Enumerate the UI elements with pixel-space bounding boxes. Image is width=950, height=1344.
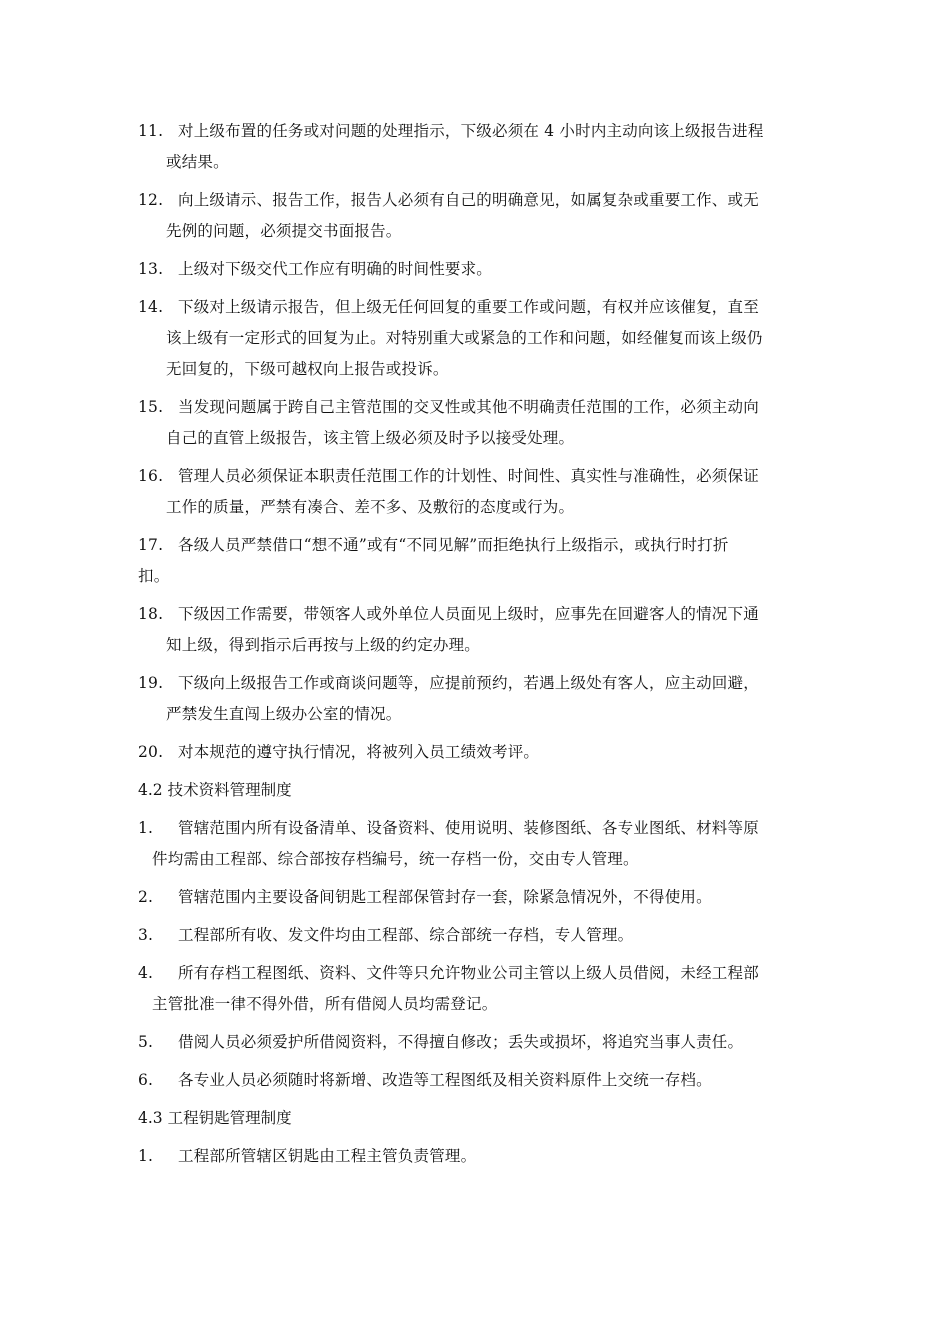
list-item-number: 2. — [138, 888, 154, 906]
text-line: 所有存档工程图纸、资料、文件等只允许物业公司主管以上级人员借阅，未经工程部 — [178, 964, 759, 982]
list-item — [138, 958, 828, 1020]
list-item-text — [138, 813, 828, 875]
text-line: 主管批准一律不得外借，所有借阅人员均需登记。 — [152, 995, 498, 1013]
text-line: 该上级有一定形式的回复为止。对特别重大或紧急的工作和问题，如经催复而该上级仍 — [166, 329, 763, 347]
list-item-number: 11. — [138, 122, 164, 140]
list-item-number: 5. — [138, 1033, 154, 1051]
list-item-number: 6. — [138, 1071, 154, 1089]
text-line: 或结果。 — [166, 153, 229, 171]
list-item-text — [138, 530, 828, 592]
list-item — [138, 599, 828, 661]
list-item-text — [138, 920, 828, 951]
section-heading: 4.2 技术资料管理制度 — [138, 781, 292, 799]
list-item-number: 1. — [138, 1147, 154, 1165]
list-item — [138, 1141, 828, 1172]
list-item — [138, 116, 828, 178]
list-item — [138, 668, 828, 730]
list-item-number: 15. — [138, 398, 164, 416]
list-item-text — [138, 668, 828, 730]
list-item — [138, 392, 828, 454]
text-line: 管辖范围内主要设备间钥匙工程部保管封存一套，除紧急情况外，不得使用。 — [178, 888, 712, 906]
list-item-text — [138, 882, 828, 913]
list-item-text — [138, 958, 828, 1020]
text-line: 工程部所管辖区钥匙由工程主管负责管理。 — [178, 1147, 477, 1165]
text-line: 对上级布置的任务或对问题的处理指示，下级必须在 4 小时内主动向该上级报告进程 — [178, 122, 764, 140]
text-line: 工作的质量，严禁有凑合、差不多、及敷衍的态度或行为。 — [166, 498, 575, 516]
text-line: 向上级请示、报告工作，报告人必须有自己的明确意见，如属复杂或重要工作、或无 — [178, 191, 759, 209]
list-item — [138, 1027, 828, 1058]
list-item — [138, 737, 828, 768]
text-line: 下级向上级报告工作或商谈问题等，应提前预约，若遇上级处有客人，应主动回避， — [178, 674, 759, 692]
list-item — [138, 813, 828, 875]
list-item — [138, 882, 828, 913]
list-item-text — [138, 292, 828, 385]
section-heading: 4.3 工程钥匙管理制度 — [138, 1109, 292, 1127]
list-item-number: 17. — [138, 536, 164, 554]
text-line: 扣。 — [138, 567, 170, 585]
list-item-number: 19. — [138, 674, 164, 692]
list-item-number: 18. — [138, 605, 164, 623]
text-line: 管辖范围内所有设备清单、设备资料、使用说明、装修图纸、各专业图纸、材料等原 — [178, 819, 759, 837]
text-line: 严禁发生直闯上级办公室的情况。 — [166, 705, 402, 723]
text-line: 无回复的，下级可越权向上报告或投诉。 — [166, 360, 449, 378]
list-item-text — [138, 737, 828, 768]
list-item — [138, 461, 828, 523]
list-item-number: 20. — [138, 743, 164, 761]
list-item-text — [138, 1065, 828, 1096]
document-body — [138, 116, 828, 1179]
text-line: 先例的问题，必须提交书面报告。 — [166, 222, 402, 240]
text-line: 知上级，得到指示后再按与上级的约定办理。 — [166, 636, 481, 654]
list-item-number: 12. — [138, 191, 164, 209]
list-item-text — [138, 185, 828, 247]
text-line: 借阅人员必须爱护所借阅资料，不得擅自修改；丢失或损坏，将追究当事人责任。 — [178, 1033, 744, 1051]
text-line: 自己的直管上级报告，该主管上级必须及时予以接受处理。 — [166, 429, 575, 447]
list-item-number: 13. — [138, 260, 164, 278]
list-item-text — [138, 254, 828, 285]
list-item — [138, 530, 828, 592]
text-line: 管理人员必须保证本职责任范围工作的计划性、时间性、真实性与准确性，必须保证 — [178, 467, 759, 485]
list-item-text — [138, 1027, 828, 1058]
list-item-number: 14. — [138, 298, 164, 316]
list-item — [138, 292, 828, 385]
text-line: 工程部所有收、发文件均由工程部、综合部统一存档，专人管理。 — [178, 926, 634, 944]
list-item-text — [138, 599, 828, 661]
list-item-text — [138, 116, 828, 178]
list-item — [138, 920, 828, 951]
list-item — [138, 254, 828, 285]
text-line: 下级因工作需要，带领客人或外单位人员面见上级时，应事先在回避客人的情况下通 — [178, 605, 759, 623]
text-line: 上级对下级交代工作应有明确的时间性要求。 — [178, 260, 493, 278]
list-item-number: 16. — [138, 467, 164, 485]
list-item-text — [138, 1141, 828, 1172]
list-item — [138, 185, 828, 247]
text-line: 当发现问题属于跨自己主管范围的交叉性或其他不明确责任范围的工作，必须主动向 — [178, 398, 759, 416]
text-line: 对本规范的遵守执行情况，将被列入员工绩效考评。 — [178, 743, 540, 761]
text-line: 下级对上级请示报告，但上级无任何回复的重要工作或问题，有权并应该催复，直至 — [178, 298, 759, 316]
list-item-number: 4. — [138, 964, 154, 982]
list-item — [138, 1065, 828, 1096]
list-item-number: 1. — [138, 819, 154, 837]
text-line: 各专业人员必须随时将新增、改造等工程图纸及相关资料原件上交统一存档。 — [178, 1071, 712, 1089]
list-item-text — [138, 461, 828, 523]
text-line: 各级人员严禁借口“想不通”或有“不同见解”而拒绝执行上级指示，或执行时打折 — [178, 536, 729, 554]
list-item-text — [138, 392, 828, 454]
text-line: 件均需由工程部、综合部按存档编号，统一存档一份，交由专人管理。 — [152, 850, 639, 868]
list-item-number: 3. — [138, 926, 154, 944]
